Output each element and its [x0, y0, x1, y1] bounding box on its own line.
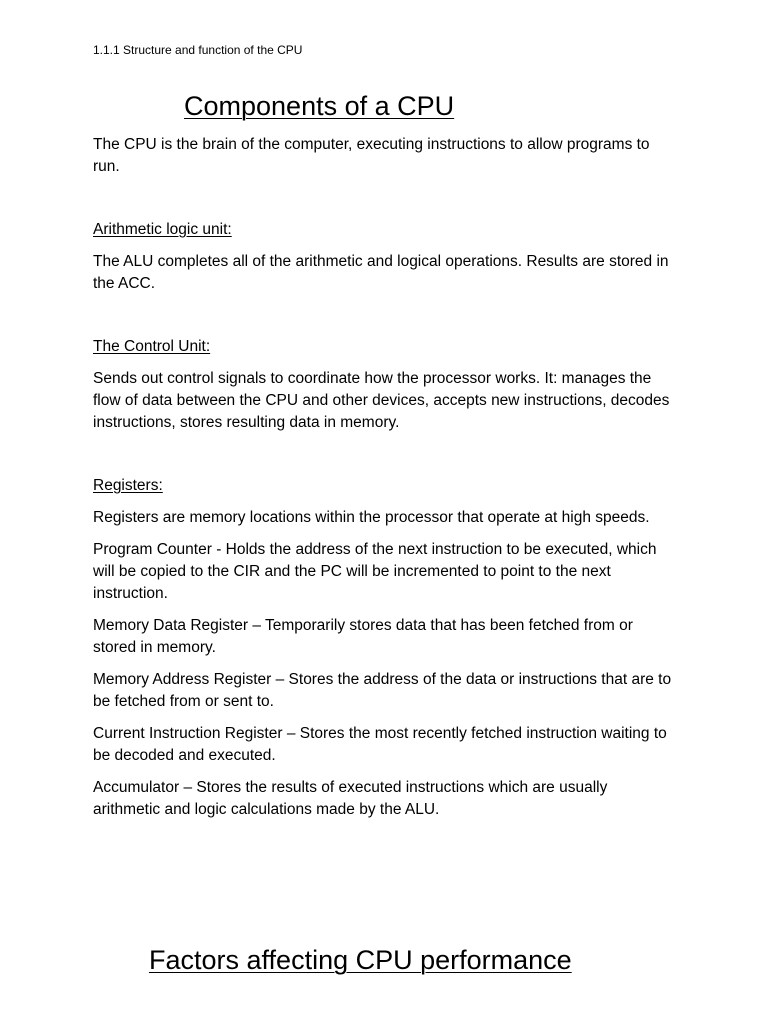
page-title: Components of a CPU [184, 91, 455, 121]
intro-paragraph: The CPU is the brain of the computer, executing instructions to allow programs to run. [93, 136, 650, 175]
page-header: 1.1.1 Structure and function of the CPU [93, 43, 303, 57]
control-unit-heading: The Control Unit: [93, 338, 211, 355]
document-body [93, 134, 678, 831]
control-unit-paragraph: Sends out control signals to coordinate how the processor works. It: manages the flow of data between the CPU and other devices, accepts new instructions, decodes instructions, stores resulting data in memory. [93, 370, 670, 431]
spacer [93, 305, 678, 336]
program-counter-paragraph: Program Counter - Holds the address of the next instruction to be executed, which will be copied to the CIR and the PC will be incremented to point to the next instruction. [93, 541, 657, 602]
registers-intro-paragraph: Registers are memory locations within the processor that operate at high speeds. [93, 509, 650, 526]
registers-heading: Registers: [93, 477, 163, 494]
mdr-paragraph: Memory Data Register – Temporarily stores data that has been fetched from or stored in memory. [93, 617, 633, 656]
alu-heading: Arithmetic logic unit: [93, 221, 232, 238]
accumulator-paragraph: Accumulator – Stores the results of executed instructions which are usually arithmetic and logic calculations made by the ALU. [93, 779, 608, 818]
cir-paragraph: Current Instruction Register – Stores the most recently fetched instruction waiting to be decoded and executed. [93, 725, 667, 764]
section-title: Factors affecting CPU performance [149, 945, 572, 975]
mar-paragraph: Memory Address Register – Stores the address of the data or instructions that are to be fetched from or sent to. [93, 671, 672, 710]
spacer [93, 444, 678, 475]
alu-paragraph: The ALU completes all of the arithmetic and logical operations. Results are stored in the ACC. [93, 253, 669, 292]
spacer [93, 188, 678, 219]
